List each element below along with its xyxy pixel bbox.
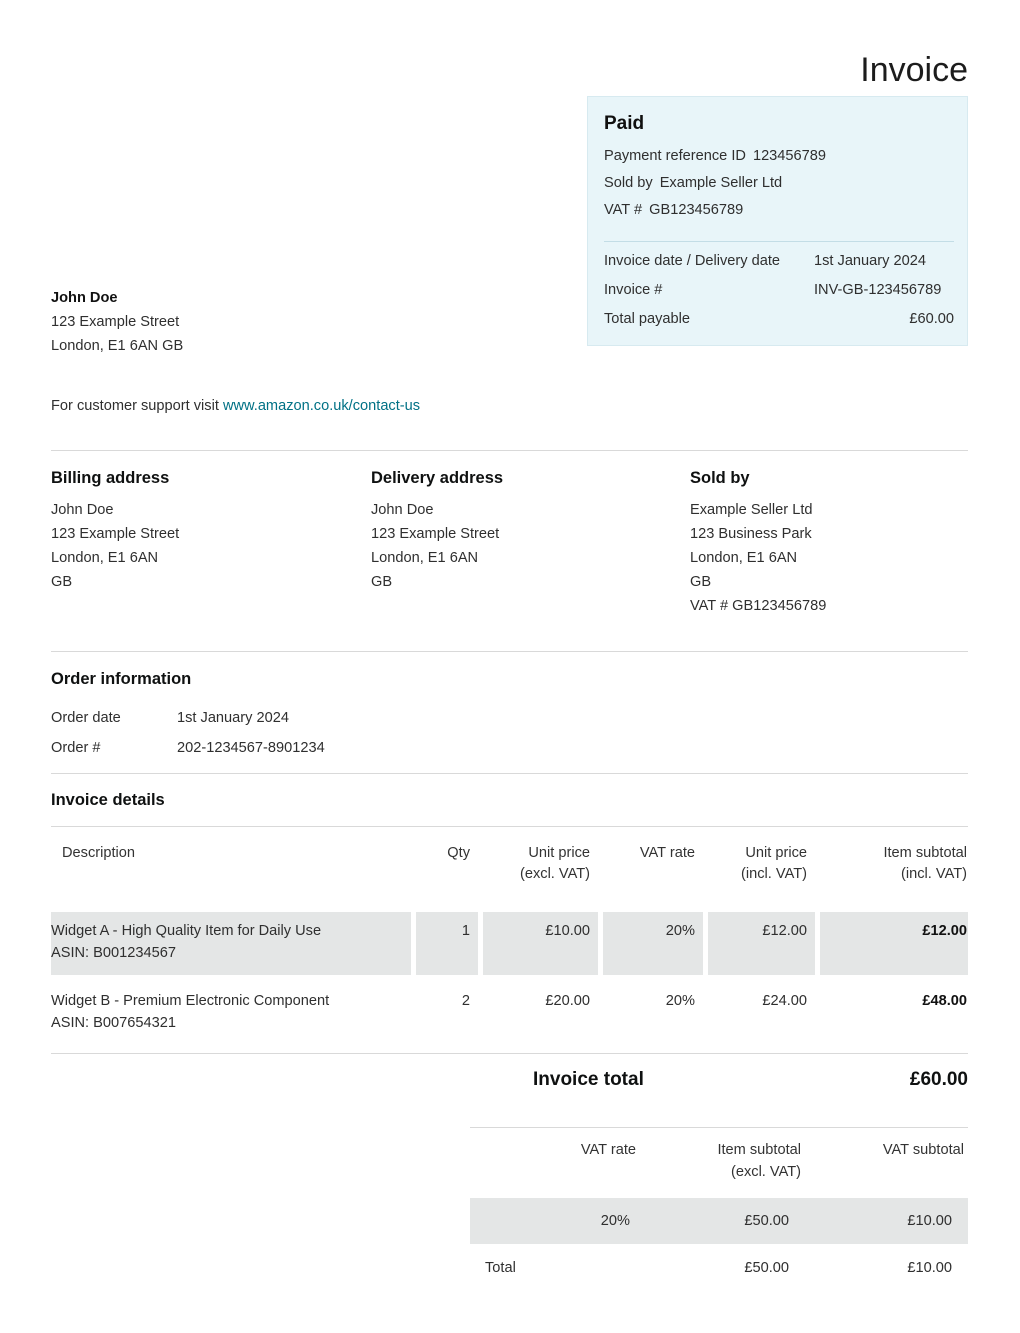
vat-number-label: VAT # <box>604 201 643 218</box>
invoice-details-heading: Invoice details <box>51 791 165 809</box>
item-asin: ASIN: B001234567 <box>51 945 176 962</box>
item-unit-price-incl-cell: £24.00 <box>762 993 807 1010</box>
recipient-name: John Doe <box>51 290 118 307</box>
order-information-rows <box>51 703 968 763</box>
invoice-date-label: Invoice date / Delivery date <box>604 252 781 269</box>
order-date-label: Order date <box>51 710 121 726</box>
vat-subtotal-column-header: VAT subtotal <box>882 1141 964 1158</box>
item-qty-cell: 1 <box>416 912 478 975</box>
vat-rate-value: 20% <box>600 1212 630 1229</box>
delivery-address-line: GB <box>371 573 393 590</box>
item-vat-rate-cell: 20% <box>603 912 703 975</box>
item-unit-price-incl-cell: £12.00 <box>708 912 815 975</box>
vat-number-row <box>604 201 954 220</box>
vat-number-value: GB123456789 <box>649 201 744 218</box>
recipient-address-block <box>51 286 587 358</box>
column-header-qty: Qty <box>447 845 470 862</box>
seller-address-block <box>690 467 968 618</box>
payment-reference-row <box>604 147 954 166</box>
billing-address-block <box>51 467 371 618</box>
customer-support-text: For customer support visit <box>51 398 219 415</box>
item-description-cell <box>51 982 411 1045</box>
item-qty-cell: 2 <box>461 993 470 1010</box>
paid-box-divider <box>604 241 954 242</box>
column-header-vat-rate: VAT rate <box>639 845 695 862</box>
item-subtotal-excl-value: £50.00 <box>744 1212 789 1229</box>
delivery-address-block <box>371 467 690 618</box>
item-title: Widget A - High Quality Item for Daily Use <box>51 923 322 940</box>
item-unit-price-excl-cell: £20.00 <box>545 993 590 1010</box>
recipient-address-line: 123 Example Street <box>51 314 180 331</box>
vat-total-label: Total <box>485 1260 516 1277</box>
total-payable-value: £60.00 <box>909 310 954 327</box>
seller-address-line: GB <box>690 573 712 590</box>
item-asin: ASIN: B007654321 <box>51 1015 176 1032</box>
customer-support-line <box>51 396 968 416</box>
order-information-section <box>51 652 968 773</box>
sold-by-value: Example Seller Ltd <box>659 174 783 191</box>
seller-address-line: Example Seller Ltd <box>690 501 813 518</box>
payment-reference-label: Payment reference ID <box>604 147 746 164</box>
item-subtotal-cell: £12.00 <box>820 912 968 975</box>
seller-address-line: 123 Business Park <box>690 525 812 542</box>
delivery-address-line: 123 Example Street <box>371 525 500 542</box>
item-subtotal-cell: £48.00 <box>922 993 967 1010</box>
customer-support-link[interactable]: www.amazon.co.uk/contact-us <box>222 398 421 415</box>
vat-total-vat-subtotal: £10.00 <box>907 1260 952 1277</box>
item-title: Widget B - Premium Electronic Component <box>51 993 330 1010</box>
delivery-address-line: John Doe <box>371 501 434 518</box>
invoice-total-label: Invoice total <box>533 1069 644 1091</box>
column-header-unit-price-excl: Unit price (excl. VAT) <box>520 845 590 883</box>
seller-address-heading: Sold by <box>690 468 750 487</box>
billing-address-heading: Billing address <box>51 468 170 487</box>
total-payable-row <box>604 309 954 329</box>
order-information-heading: Order information <box>51 669 192 688</box>
invoice-details-header-row <box>51 827 968 895</box>
seller-vat-line: VAT # GB123456789 <box>690 597 827 614</box>
vat-summary-total-row <box>470 1244 968 1292</box>
item-unit-price-excl-cell: £10.00 <box>483 912 598 975</box>
invoice-number-row <box>604 280 954 300</box>
total-payable-label: Total payable <box>604 310 691 327</box>
payment-summary-box <box>587 96 968 346</box>
vat-summary-header-row <box>470 1128 968 1198</box>
column-header-description: Description <box>62 845 135 862</box>
vat-summary-table <box>470 1127 968 1293</box>
order-number-label: Order # <box>51 740 101 756</box>
billing-address-line: London, E1 6AN <box>51 549 159 566</box>
vat-summary-spacer <box>470 1139 555 1183</box>
invoice-total-value: £60.00 <box>909 1069 968 1091</box>
vat-subtotal-value: £10.00 <box>907 1212 952 1229</box>
invoice-date-row <box>604 251 954 271</box>
order-number-value: 202-1234567-8901234 <box>177 740 325 756</box>
order-date-row <box>51 703 968 733</box>
vat-rate-column-header: VAT rate <box>580 1141 636 1158</box>
sold-by-label: Sold by <box>604 174 653 191</box>
delivery-address-line: London, E1 6AN <box>371 549 479 566</box>
column-header-unit-price-incl: Unit price (incl. VAT) <box>741 845 807 883</box>
top-section <box>51 96 968 358</box>
table-row <box>51 982 968 1045</box>
vat-total-item-subtotal: £50.00 <box>744 1260 789 1277</box>
invoice-number-label: Invoice # <box>604 281 663 298</box>
payment-reference-value: 123456789 <box>752 147 827 164</box>
invoice-total-row <box>51 1054 968 1094</box>
billing-address-line: GB <box>51 573 73 590</box>
invoice-date-value: 1st January 2024 <box>814 252 926 269</box>
payment-status-badge: Paid <box>604 113 645 135</box>
order-date-value: 1st January 2024 <box>177 710 289 726</box>
item-subtotal-column-header: Item subtotal (excl. VAT) <box>717 1141 801 1180</box>
column-header-item-subtotal: Item subtotal (incl. VAT) <box>883 845 967 883</box>
invoice-number-value: INV-GB-123456789 <box>814 281 942 298</box>
billing-address-line: 123 Example Street <box>51 525 180 542</box>
order-number-row <box>51 733 968 763</box>
page-title: Invoice <box>860 51 968 89</box>
item-description-cell <box>51 912 411 975</box>
table-row <box>51 912 968 975</box>
vat-summary-row <box>470 1198 968 1244</box>
item-vat-rate-cell: 20% <box>665 993 695 1010</box>
billing-address-line: John Doe <box>51 501 114 518</box>
addresses-section <box>51 451 968 651</box>
delivery-address-heading: Delivery address <box>371 468 504 487</box>
sold-by-row <box>604 174 954 193</box>
seller-address-line: London, E1 6AN <box>690 549 798 566</box>
recipient-address-line: London, E1 6AN GB <box>51 338 184 355</box>
